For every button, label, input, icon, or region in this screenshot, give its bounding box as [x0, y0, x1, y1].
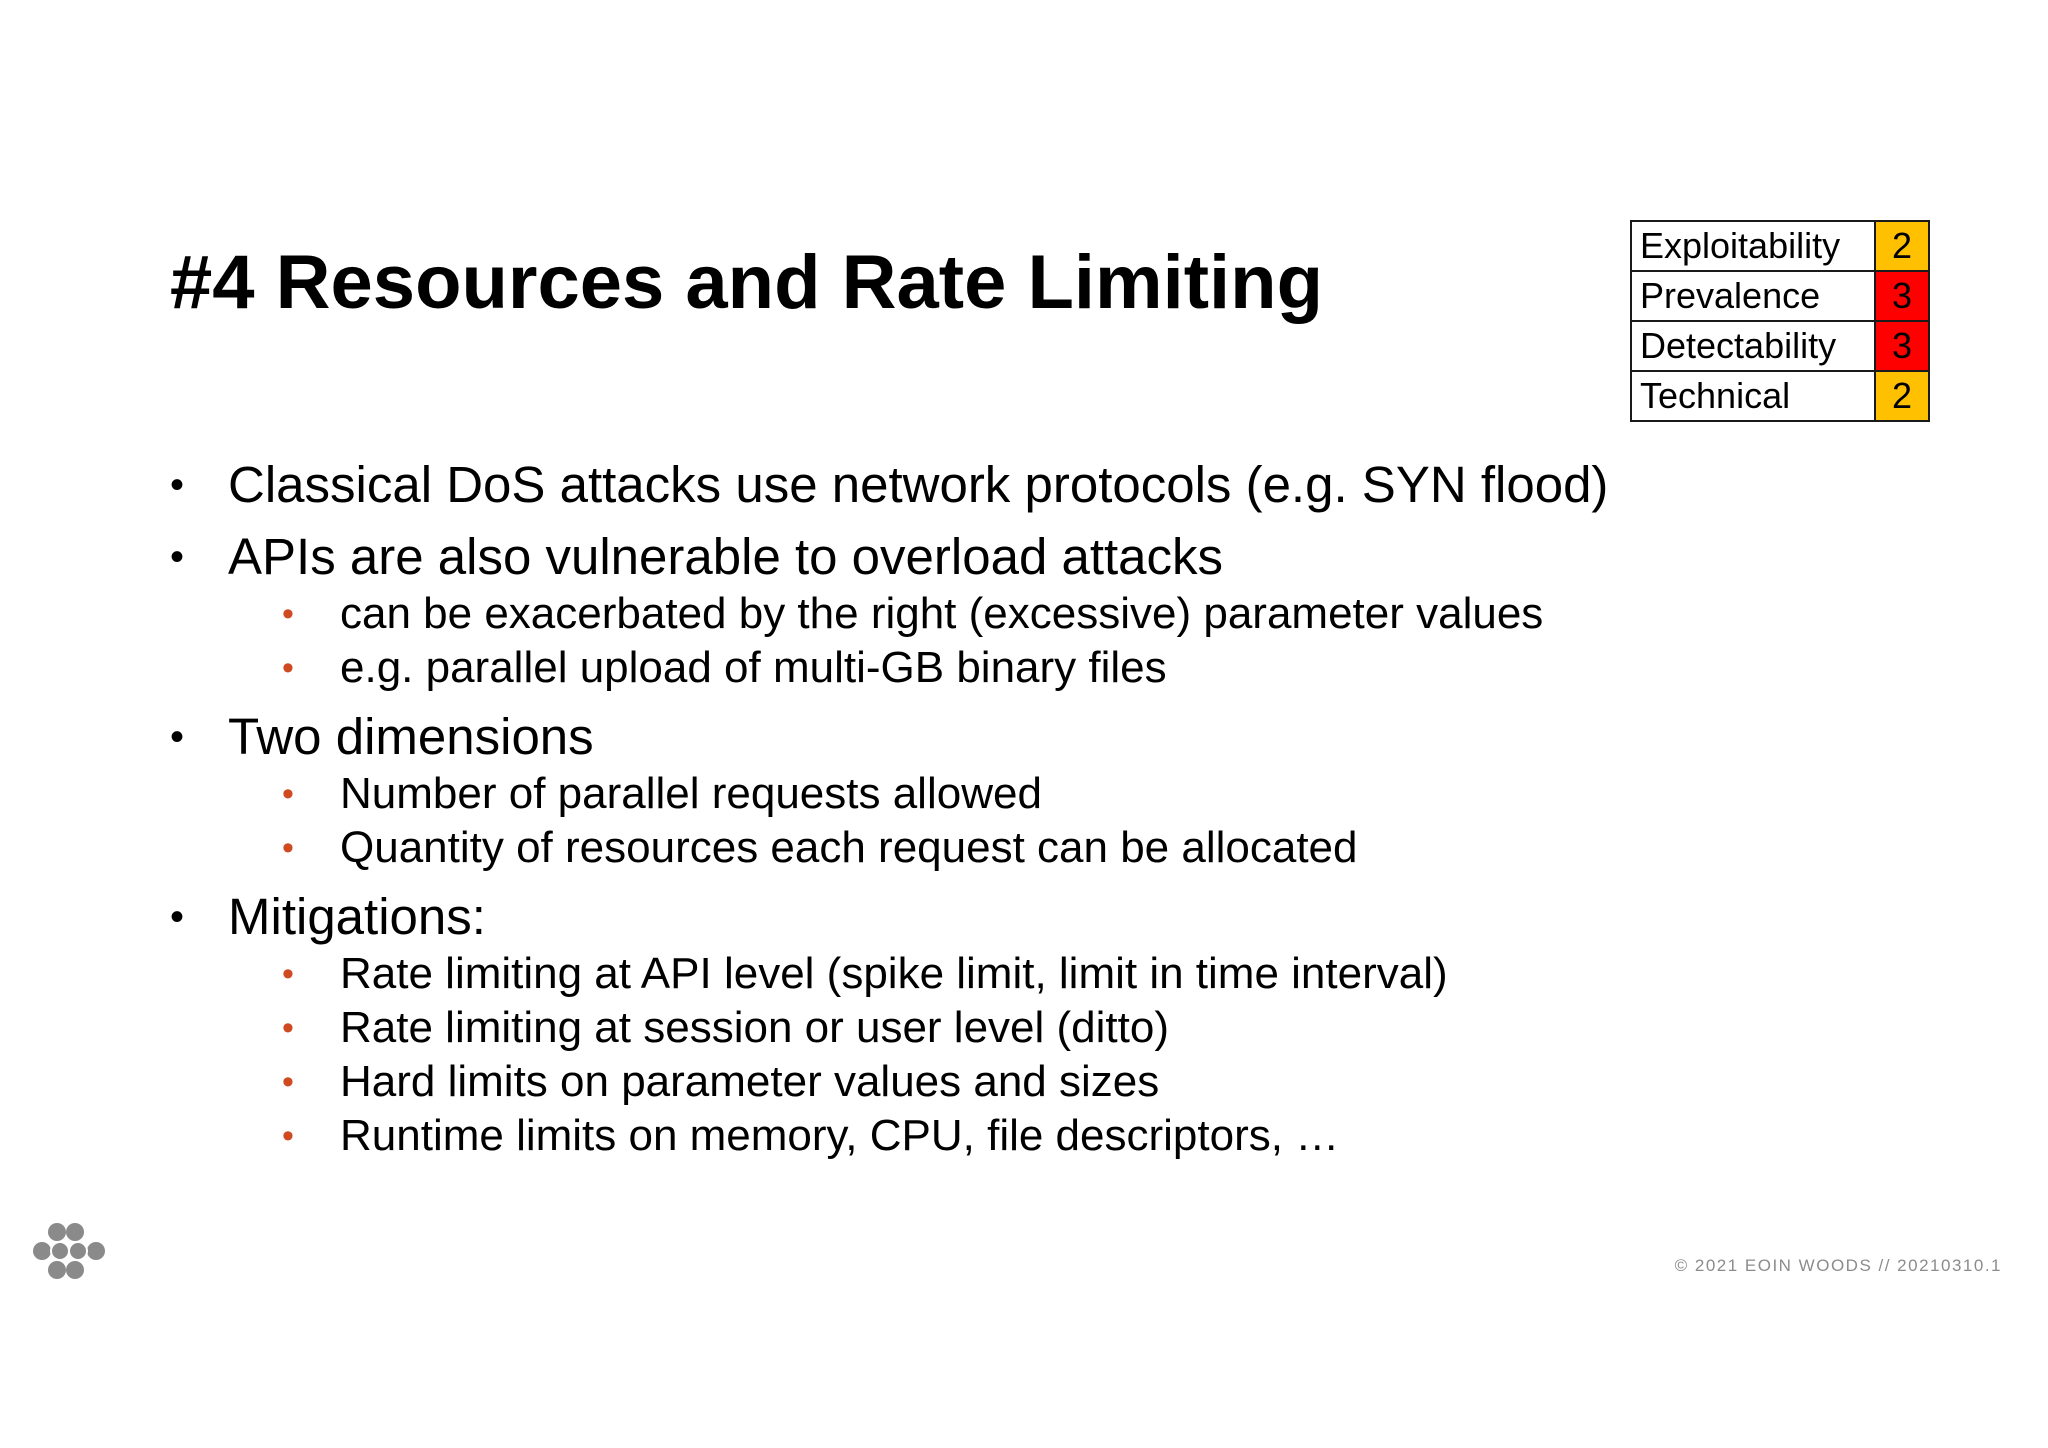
sub-bullet-text: Hard limits on parameter values and sizes [340, 1057, 1160, 1106]
sub-bullet-item [170, 767, 1870, 821]
sub-bullet-marker: • [282, 1063, 294, 1101]
sub-bullet-item [170, 821, 1870, 875]
copyright-footer: © 2021 EOIN WOODS // 20210310.1 [1674, 1256, 2002, 1275]
risk-row-technical [1631, 371, 1929, 421]
risk-metric-label: Technical [1631, 371, 1875, 421]
risk-row-prevalence [1631, 271, 1929, 321]
sub-bullet-item [170, 1109, 1870, 1163]
bullet-item [170, 527, 1870, 587]
bullet-text: Mitigations: [228, 888, 486, 945]
sub-bullet-marker: • [282, 775, 294, 813]
sub-bullet-text: Rate limiting at session or user level (ditto) [340, 1003, 1169, 1052]
bullet-item [170, 455, 1870, 515]
slide-title: #4 Resources and Rate Limiting [170, 240, 1323, 325]
sub-bullet-item [170, 587, 1870, 641]
sub-bullet-marker: • [282, 829, 294, 867]
bullet-text: APIs are also vulnerable to overload attacks [228, 528, 1224, 585]
sub-bullet-text: Runtime limits on memory, CPU, file descriptors, … [340, 1111, 1340, 1160]
cell-cluster-logo-icon [32, 1222, 106, 1280]
bullet-marker: • [170, 463, 185, 507]
sub-bullet-marker: • [282, 649, 294, 687]
risk-score-cell: 3 [1875, 321, 1929, 371]
sub-bullet-item [170, 1001, 1870, 1055]
risk-rating-table [1630, 220, 1930, 422]
risk-score-cell: 2 [1875, 371, 1929, 421]
bullet-marker: • [170, 715, 185, 759]
sub-bullet-text: Quantity of resources each request can be allocated [340, 823, 1358, 872]
bullet-marker: • [170, 535, 185, 579]
risk-row-exploitability [1631, 221, 1929, 271]
sub-bullet-marker: • [282, 595, 294, 633]
sub-bullet-item [170, 1055, 1870, 1109]
sub-bullet-item [170, 641, 1870, 695]
risk-score-cell: 3 [1875, 271, 1929, 321]
sub-bullet-text: e.g. parallel upload of multi-GB binary files [340, 643, 1167, 692]
risk-metric-label: Detectability [1631, 321, 1875, 371]
sub-bullet-marker: • [282, 955, 294, 993]
risk-row-detectability [1631, 321, 1929, 371]
bullet-marker: • [170, 895, 185, 939]
bullet-text: Classical DoS attacks use network protocols (e.g. SYN flood) [228, 456, 1609, 513]
sub-bullet-text: Number of parallel requests allowed [340, 769, 1042, 818]
sub-bullet-text: Rate limiting at API level (spike limit, limit in time interval) [340, 949, 1448, 998]
risk-metric-label: Exploitability [1631, 221, 1875, 271]
sub-bullet-marker: • [282, 1117, 294, 1155]
bullet-item [170, 707, 1870, 767]
sub-bullet-item [170, 947, 1870, 1001]
risk-score-cell: 2 [1875, 221, 1929, 271]
sub-bullet-marker: • [282, 1009, 294, 1047]
bullet-list [170, 455, 1870, 1163]
risk-metric-label: Prevalence [1631, 271, 1875, 321]
bullet-item [170, 887, 1870, 947]
bullet-text: Two dimensions [228, 708, 594, 765]
sub-bullet-text: can be exacerbated by the right (excessive) parameter values [340, 589, 1544, 638]
